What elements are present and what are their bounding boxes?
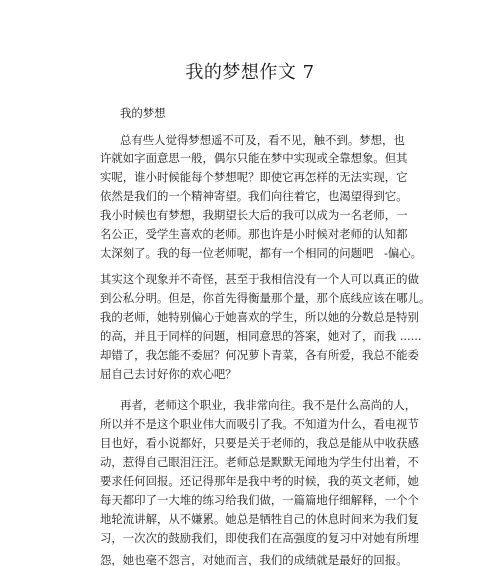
paragraph-line: 到公私分明。但是，你首先得衡量那个量，那个底线应该在哪儿。 <box>100 291 431 305</box>
paragraph-line: 屈自己去讨好你的欢心吧？ <box>100 367 237 381</box>
paragraph-line: 的高，并且于同样的问题，相同意思的答案，她对了，而我 ...... <box>100 329 422 343</box>
document-title: 我的梦想作文 7 <box>185 62 315 83</box>
paragraph-line: 我小时候也有梦想，我期望长大后的我可以成为一名老师，一 <box>100 208 408 222</box>
paragraph-line: 动，惹得自己眼泪汪汪。老师总是默默无闻地为学生付出着，不 <box>100 455 419 469</box>
paragraph-line: 许就如字面意思一般，偶尔只能在梦中实现或全靠想象。但其 <box>100 151 408 165</box>
paragraph-line: 却错了，我怎能不委屈？何况萝卜青菜，各有所爱，我总不能委 <box>100 348 419 362</box>
section-heading: 我的梦想 <box>120 106 166 120</box>
paragraph-line: 太深刻了。我的每一位老师呢，都有一个相同的问题吧 <box>100 246 374 260</box>
paragraph-line: 所以并不是这个职业伟大而吸引了我。不知道为什么，看电视节 <box>100 417 419 431</box>
paragraph-line: 再者，老师这个职业，我非常向往。我不是什么高尚的人， <box>120 398 417 412</box>
paragraph-line-end: -偏心。 <box>384 246 423 260</box>
paragraph-line: 要求任何回报。还记得那年是我中考的时候，我的英文老师，她 <box>100 474 419 488</box>
paragraph-line: 我的老师，她特别偏心于她喜欢的学生，所以她的分数总是特别 <box>100 310 419 324</box>
paragraph-line: 依然是我们的一个精神寄望。我们向往着它，也渴望得到它。 <box>100 189 408 203</box>
paragraph-line-cut: 怨，她也毫不怨言，对她而言，我们的成绩就是最好的回报。 <box>100 553 408 566</box>
paragraph-line: 名公正，受学生喜欢的老师。那也许是小时候对老师的认知都 <box>100 227 408 241</box>
paragraph-line: 总有些人觉得梦想遥不可及，看不见，触不到。梦想，也 <box>120 133 405 147</box>
paragraph-line: 地轮流讲解，从不嫌累。她总是牺牲自己的休息时间来为我们复 <box>100 512 419 526</box>
paragraph-line: 习，一次次的鼓励我们，即使我们在高强度的复习中对她有所埋 <box>100 531 419 545</box>
paragraph-line: 目也好，看小说都好，只要是关于老师的，我总是能从中收获感 <box>100 436 419 450</box>
paragraph-line: 每天都印了一大堆的练习给我们做，一篇篇地仔细解释，一个个 <box>100 493 419 507</box>
paragraph-line: 实呢，谁小时候能每个梦想呢？即使它再怎样的无法实现，它 <box>100 170 408 184</box>
paragraph-line: 其实这个现象并不奇怪，甚至于我相信没有一个人可以真正的做 <box>100 272 419 286</box>
